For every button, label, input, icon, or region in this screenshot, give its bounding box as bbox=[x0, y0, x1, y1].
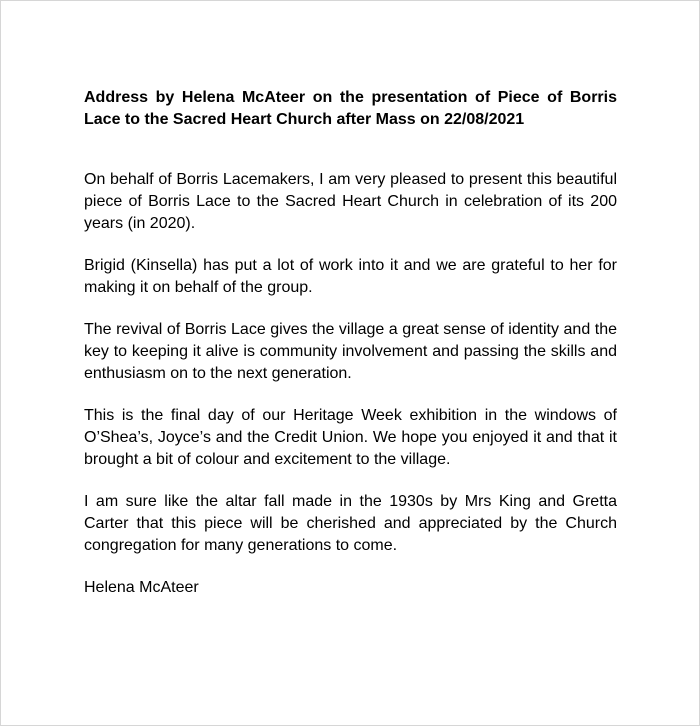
paragraph-exhibition: This is the final day of our Heritage Week exhibition in the windows of O’Shea’s, Joyce’s and the Credit Union. We hope you enjoyed it and that it brought a bit of colour and excitement to the village. bbox=[84, 407, 617, 468]
document-body bbox=[84, 87, 617, 599]
paragraph-revival: The revival of Borris Lace gives the village a great sense of identity and the key to keeping it alive is community involvement and passing the skills and enthusiasm on to the next generation. bbox=[84, 321, 617, 382]
signature: Helena McAteer bbox=[84, 579, 199, 596]
document-title: Address by Helena McAteer on the presentation of Piece of Borris Lace to the Sacred Heart Church after Mass on 22/08/2021 bbox=[84, 89, 617, 128]
paragraph-altar-fall: I am sure like the altar fall made in the 1930s by Mrs King and Gretta Carter that this piece will be cherished and appreciated by the Church congregation for many generations to come. bbox=[84, 493, 617, 554]
paragraph-presentation: On behalf of Borris Lacemakers, I am very pleased to present this beautiful piece of Borris Lace to the Sacred Heart Church in celebration of its 200 years (in 2020). bbox=[84, 171, 617, 232]
paragraph-thanks: Brigid (Kinsella) has put a lot of work into it and we are grateful to her for making it on behalf of the group. bbox=[84, 257, 617, 296]
